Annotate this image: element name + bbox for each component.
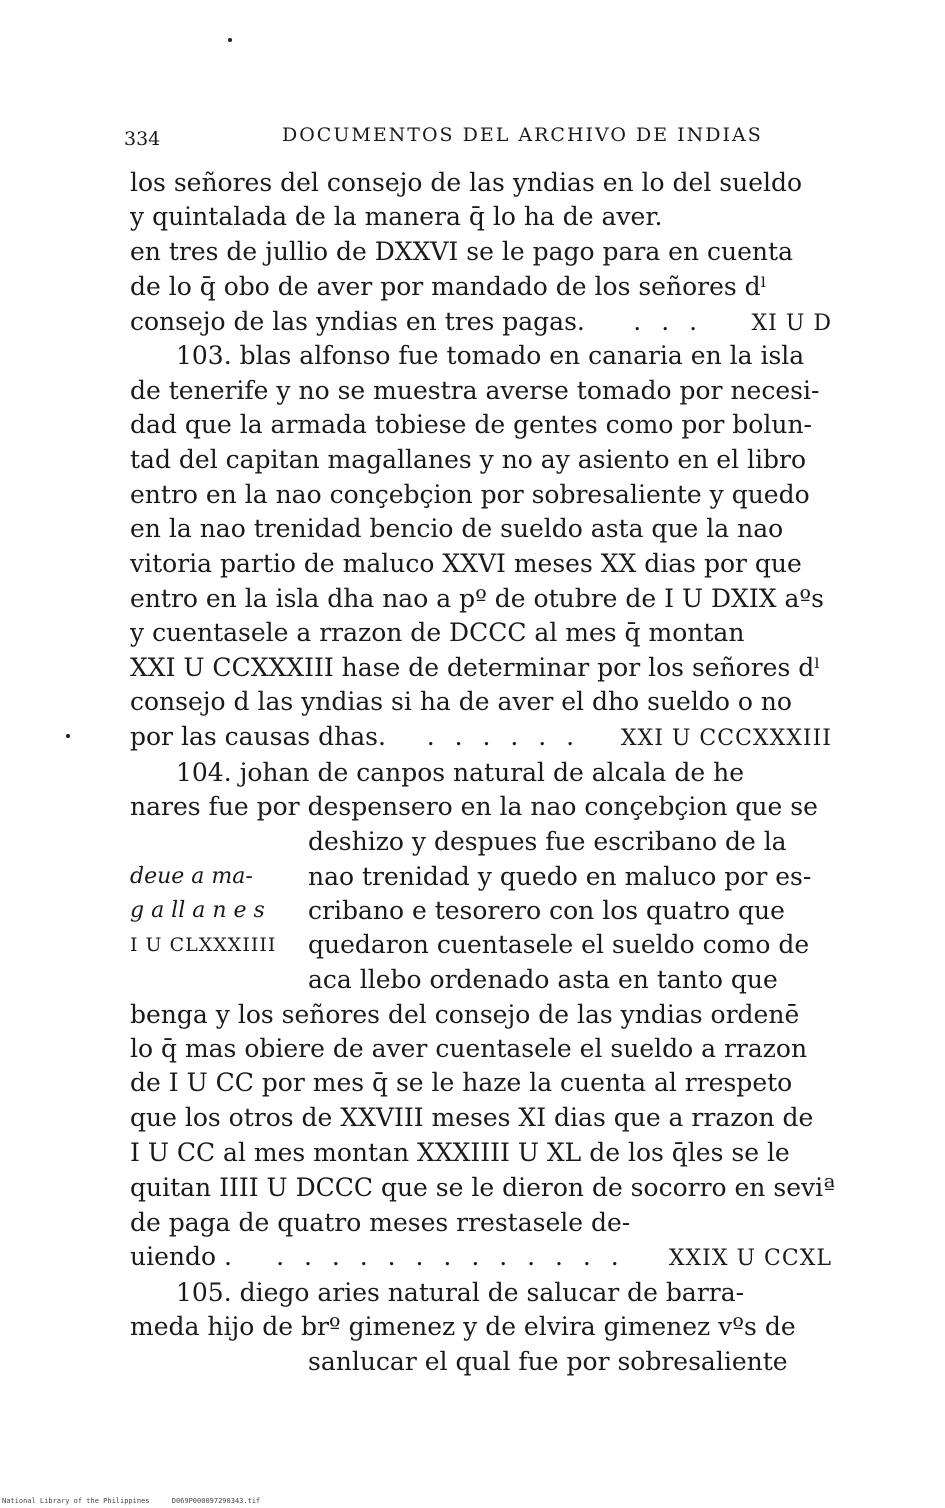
line-text: quedaron cuentasele el sueldo como de <box>308 930 810 959</box>
text-line <box>130 651 832 685</box>
page-number: 334 <box>124 128 161 150</box>
running-header <box>124 120 834 150</box>
scan-footer <box>2 1496 402 1506</box>
text-line <box>130 166 832 200</box>
footer-file: D069P000097290343.tif <box>171 1497 261 1505</box>
text-line <box>130 408 832 442</box>
line-text: nao trenidad y quedo en maluco por es- <box>308 862 812 891</box>
line-text: aca llebo ordenado asta en tanto que <box>308 965 778 994</box>
margin-note-line: g a ll a n e s <box>130 898 265 923</box>
text-line <box>130 825 832 859</box>
line-text: meda hijo de brº gimenez y de elvira gimenez vºs de <box>130 1312 796 1341</box>
text-line <box>130 720 832 754</box>
line-text: tad del capitan magallanes y no ay asiento en el libro <box>130 445 807 474</box>
text-line <box>130 235 832 269</box>
line-text: 105. diego aries natural de salucar de barra- <box>176 1278 745 1307</box>
line-text: y quintalada de la manera q̄ lo ha de aver. <box>130 202 663 231</box>
header-title: DOCUMENTOS DEL ARCHIVO DE INDIAS <box>282 124 763 146</box>
line-text: de tenerife y no se muestra averse tomado por necesi- <box>130 376 820 405</box>
text-line <box>130 547 832 581</box>
text-line <box>130 998 832 1032</box>
amount: XXIX U CCXL <box>668 1246 832 1271</box>
line-text: por las causas dhas. <box>130 722 386 751</box>
line-text: 103. blas alfonso fue tomado en canaria en la isla <box>176 341 805 370</box>
text-line <box>130 339 832 373</box>
text-line <box>130 1240 832 1274</box>
text-line <box>130 374 832 408</box>
amount: XI U D <box>751 311 832 336</box>
line-text: de lo q̄ obo de aver por mandado de los señores dˡ <box>130 272 767 301</box>
leader-dots: . . . . . . . . . . . . . <box>276 1242 625 1271</box>
text-line <box>130 582 832 616</box>
text-line <box>130 1101 832 1135</box>
scan-speck <box>228 38 232 42</box>
line-text: vitoria partio de maluco XXVI meses XX dias por que <box>130 549 802 578</box>
line-text: consejo d las yndias si ha de aver el dho sueldo o no <box>130 687 792 716</box>
line-text: lo q̄ mas obiere de aver cuentasele el sueldo a rrazon <box>130 1034 808 1063</box>
line-text: los señores del consejo de las yndias en lo del sueldo <box>130 168 803 197</box>
line-text: entro en la isla dha nao a pº de otubre de I U DXIX aºs <box>130 584 824 613</box>
text-line <box>130 200 832 234</box>
text-line <box>130 1171 835 1205</box>
line-text: cribano e tesorero con los quatro que <box>308 896 785 925</box>
line-text: en la nao trenidad bencio de sueldo asta que la nao <box>130 514 784 543</box>
text-line <box>130 443 832 477</box>
line-text: sanlucar el qual fue por sobresaliente <box>308 1347 788 1376</box>
text-line <box>130 1066 832 1100</box>
text-line <box>130 756 832 790</box>
line-text: dad que la armada tobiese de gentes como por bolun- <box>130 410 813 439</box>
line-text: XXI U CCXXXIII hase de determinar por los señores dˡ <box>130 653 821 682</box>
leader-dots: . . . <box>633 307 704 336</box>
margin-note-line: deue a ma- <box>130 864 253 889</box>
line-text: de I U CC por mes q̄ se le haze la cuenta al rrespeto <box>130 1068 793 1097</box>
line-text: y cuentasele a rrazon de DCCC al mes q̄ montan <box>130 618 745 647</box>
margin-note-amount: I U CLXXXIIII <box>130 934 277 956</box>
line-text: que los otros de XXVIII meses XI dias que a rrazon de <box>130 1103 814 1132</box>
leader-dots: . . . . . . <box>426 722 581 751</box>
line-text: de paga de quatro meses rrestasele de- <box>130 1208 631 1237</box>
line-text: entro en la nao conçebçion por sobresaliente y quedo <box>130 480 810 509</box>
text-line <box>130 1206 832 1240</box>
line-text: nares fue por despensero en la nao conçebçion que se <box>130 792 818 821</box>
text-line <box>130 1276 832 1310</box>
line-text: quitan IIII U DCCC que se le dieron de socorro en seviª <box>130 1173 835 1202</box>
line-text: I U CC al mes montan XXXIIII U XL de los q̄les se le <box>130 1138 790 1167</box>
text-line <box>130 1310 832 1344</box>
text-line <box>130 1345 832 1379</box>
amount: XXI U CCCXXXIII <box>620 726 832 751</box>
text-line <box>130 1032 832 1066</box>
text-line <box>130 270 832 304</box>
text-line <box>130 305 832 339</box>
text-line <box>130 478 832 512</box>
line-text: en tres de jullio de DXXVI se le pago para en cuenta <box>130 237 793 266</box>
text-line <box>130 685 832 719</box>
scan-speck <box>66 734 70 738</box>
text-line <box>130 512 832 546</box>
text-line <box>130 1136 832 1170</box>
text-line <box>130 963 832 997</box>
line-text: benga y los señores del consejo de las yndias ordenē <box>130 1000 800 1029</box>
line-text: deshizo y despues fue escribano de la <box>308 827 787 856</box>
line-text: consejo de las yndias en tres pagas. <box>130 307 585 336</box>
text-line <box>130 790 832 824</box>
text-line <box>130 616 832 650</box>
line-text: 104. johan de canpos natural de alcala de he <box>176 758 745 787</box>
footer-library: National Library of the Philippines <box>2 1497 150 1505</box>
line-text: uiendo . <box>130 1242 232 1271</box>
